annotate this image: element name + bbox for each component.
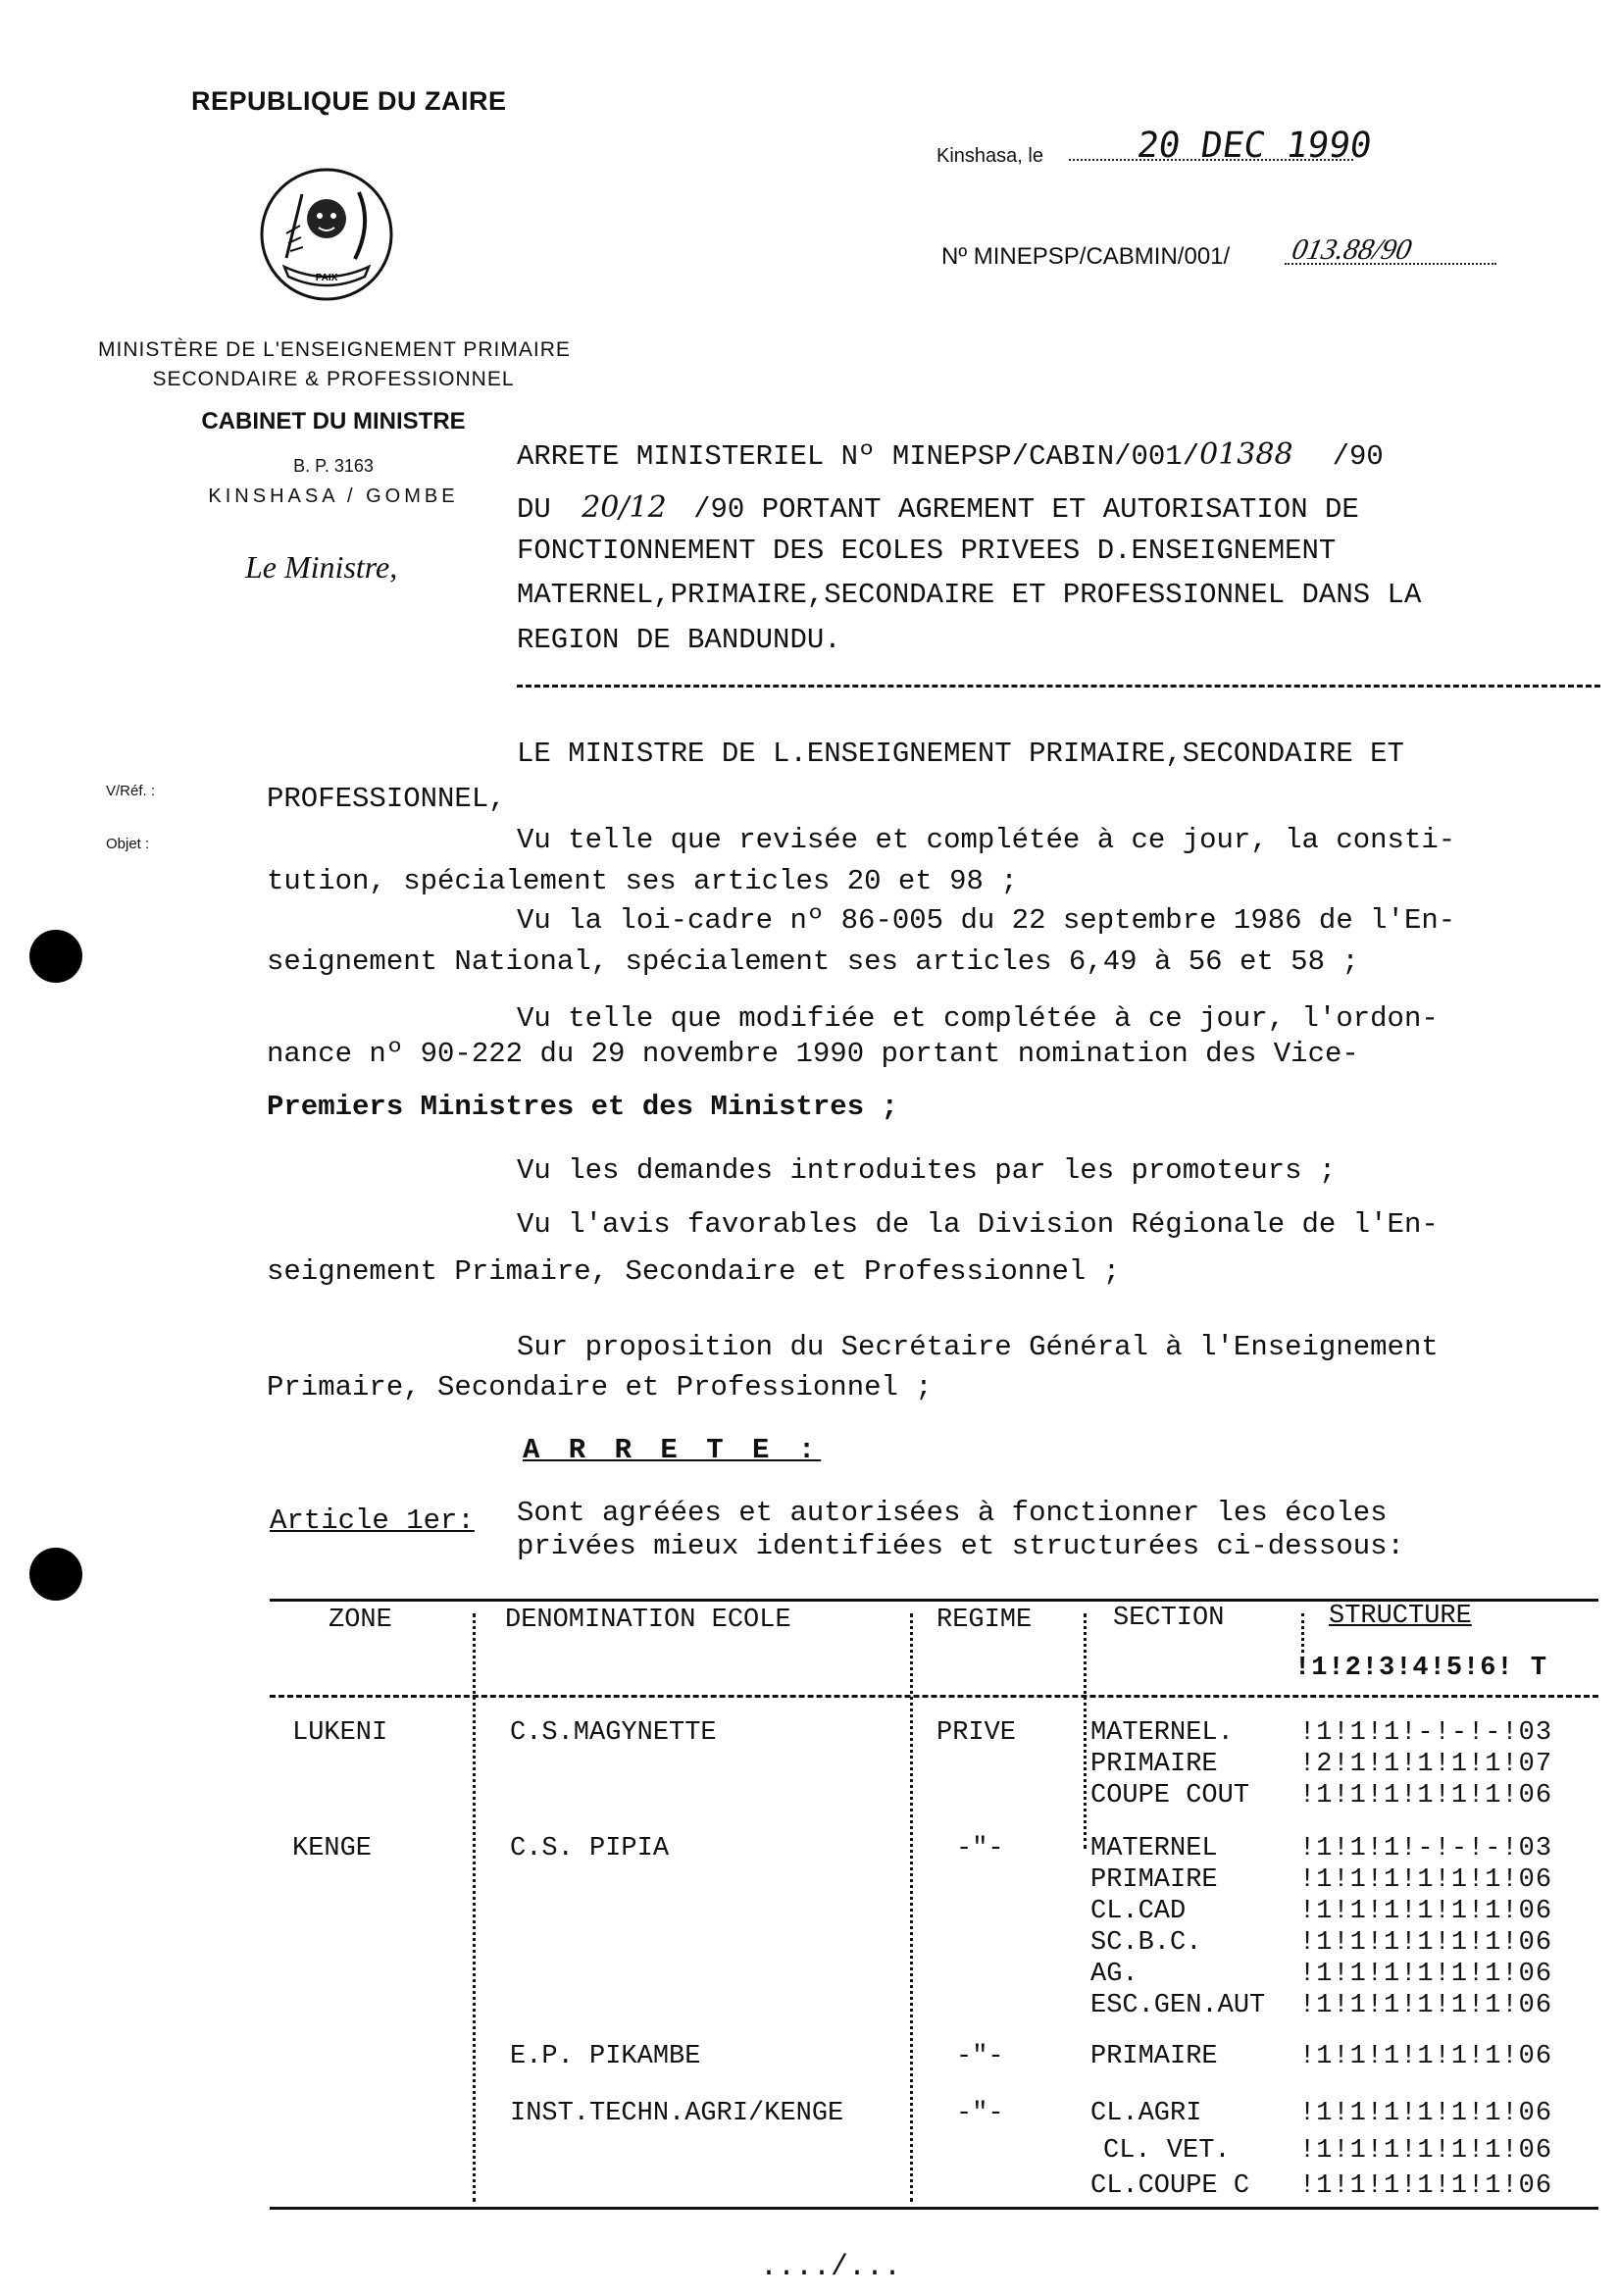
considerant-1b: tution, spécialement ses articles 20 et 98 ; [267, 865, 1018, 897]
title-number-handwritten: 01388 [1199, 437, 1293, 472]
considerant-3c: Premiers Ministres et des Ministres ; [267, 1091, 898, 1123]
signatory-label: Le Ministre, [245, 549, 398, 585]
title-line-1 [517, 437, 1384, 473]
row-1-regime: PRIVE [936, 1718, 1017, 1748]
row-13-section: CL.COUPE C [1090, 2171, 1250, 2201]
table-bottom-rule [270, 2207, 1598, 2210]
objet-label: Objet : [106, 836, 150, 852]
row-1-structure: !1!1!1!-!-!-!03 [1299, 1718, 1553, 1748]
title-line-2 [517, 490, 1359, 526]
row-6-section: CL.CAD [1090, 1897, 1187, 1926]
header-section: SECTION [1113, 1604, 1225, 1633]
row-5-structure: !1!1!1!1!1!1!06 [1299, 1865, 1553, 1895]
row-4-regime: -"- [956, 1834, 1004, 1863]
row-2-structure: !2!1!1!1!1!1!07 [1299, 1750, 1553, 1779]
title-line-5: REGION DE BANDUNDU. [517, 624, 841, 656]
coat-of-arms-emblem [257, 165, 396, 304]
considerant-6a: Sur proposition du Secrétaire Général à l'Enseignement [517, 1331, 1439, 1363]
title-line-3: FONCTIONNEMENT DES ECOLES PRIVEES D.ENSEIGNEMENT [517, 535, 1337, 567]
column-separator-4 [1301, 1613, 1304, 1653]
emblem-motto: PAIX [315, 273, 338, 283]
header-denomination: DENOMINATION ECOLE [505, 1606, 791, 1635]
considerant-3a: Vu telle que modifiée et complétée à ce jour, l'ordon- [517, 1002, 1439, 1035]
article-text-b: privées mieux identifiées et structurées ci-dessous: [517, 1530, 1404, 1562]
row-2-section: PRIMAIRE [1090, 1750, 1218, 1779]
article-label: Article 1er: [270, 1505, 475, 1537]
continued-marker: ..../... [760, 2251, 902, 2284]
ministry-line-2: SECONDAIRE & PROFESSIONNEL [152, 368, 515, 390]
date-stamp: 20 DEC 1990 [1135, 126, 1375, 166]
row-4-zone: KENGE [292, 1834, 373, 1863]
arrete-heading: A R R E T E : [523, 1434, 822, 1466]
ministry-line-1: MINISTÈRE DE L'ENSEIGNEMENT PRIMAIRE [98, 338, 571, 361]
row-8-section: AG. [1090, 1960, 1138, 1989]
header-structure-columns: !1!2!3!4!5!6! T [1294, 1654, 1548, 1683]
row-12-section: CL. VET. [1103, 2136, 1231, 2166]
city-label: KINSHASA / GOMBE [208, 485, 459, 507]
considerant-6b: Primaire, Secondaire et Professionnel ; [267, 1371, 933, 1403]
intro-line-2: PROFESSIONNEL, [267, 783, 506, 815]
column-separator-3 [1084, 1613, 1087, 1849]
considerant-2a: Vu la loi-cadre nº 86-005 du 22 septembre 1986 de l'En- [517, 904, 1456, 937]
intro-line-1: LE MINISTRE DE L.ENSEIGNEMENT PRIMAIRE,SECONDAIRE ET [517, 738, 1404, 770]
row-1-ecole: C.S.MAGYNETTE [510, 1718, 717, 1748]
row-8-structure: !1!1!1!1!1!1!06 [1299, 1960, 1553, 1989]
row-13-structure: !1!1!1!1!1!1!06 [1299, 2171, 1553, 2201]
reference-number-handwritten: 013.88/90 [1289, 233, 1415, 266]
column-separator-1 [473, 1613, 476, 2202]
considerant-5a: Vu l'avis favorables de la Division Régionale de l'En- [517, 1208, 1439, 1241]
title-line-2-prefix: DU [517, 493, 551, 526]
title-date-handwritten: 20/12 [582, 490, 667, 525]
row-6-structure: !1!1!1!1!1!1!06 [1299, 1897, 1553, 1926]
row-1-zone: LUKENI [292, 1718, 388, 1748]
row-11-ecole: INST.TECHN.AGRI/KENGE [510, 2099, 844, 2128]
row-3-section: COUPE COUT [1090, 1781, 1250, 1811]
row-4-structure: !1!1!1!-!-!-!03 [1299, 1834, 1553, 1863]
row-7-section: SC.B.C. [1090, 1928, 1202, 1958]
row-11-section: CL.AGRI [1090, 2099, 1202, 2128]
row-9-structure: !1!1!1!1!1!1!06 [1299, 1991, 1553, 2020]
reference-number-label: Nº MINEPSP/CABMIN/001/ [941, 243, 1231, 270]
punch-hole-lower [29, 1548, 82, 1601]
punch-hole-upper [29, 930, 82, 983]
title-line-1-suffix: /90 [1332, 440, 1384, 473]
considerant-2b: seignement National, spécialement ses articles 6,49 à 56 et 58 ; [267, 945, 1359, 978]
considerant-1a: Vu telle que revisée et complétée à ce jour, la consti- [517, 824, 1456, 856]
row-5-section: PRIMAIRE [1090, 1865, 1218, 1895]
title-line-4: MATERNEL,PRIMAIRE,SECONDAIRE ET PROFESSIONNEL DANS LA [517, 579, 1422, 611]
considerant-5b: seignement Primaire, Secondaire et Professionnel ; [267, 1255, 1121, 1288]
reference-dotted-line [1285, 263, 1496, 265]
cabinet-label: CABINET DU MINISTRE [201, 408, 466, 434]
postal-box: B. P. 3163 [293, 456, 374, 476]
header-regime: REGIME [936, 1606, 1033, 1635]
column-separator-2 [910, 1613, 913, 2202]
ministry-name [98, 335, 569, 394]
row-11-structure: !1!1!1!1!1!1!06 [1299, 2099, 1553, 2128]
row-4-section: MATERNEL [1090, 1834, 1218, 1863]
title-line-1-prefix: ARRETE MINISTERIEL Nº MINEPSP/CABIN/001/ [517, 440, 1200, 473]
row-10-ecole: E.P. PIKAMBE [510, 2042, 701, 2071]
row-12-structure: !1!1!1!1!1!1!06 [1299, 2136, 1553, 2166]
row-10-section: PRIMAIRE [1090, 2042, 1218, 2071]
republic-title: REPUBLIQUE DU ZAIRE [191, 86, 507, 116]
article-text-a: Sont agréées et autorisées à fonctionner les écoles [517, 1497, 1388, 1529]
vref-label: V/Réf. : [106, 783, 156, 799]
row-9-section: ESC.GEN.AUT [1090, 1991, 1266, 2020]
row-10-regime: -"- [956, 2042, 1004, 2071]
row-11-regime: -"- [956, 2099, 1004, 2128]
row-10-structure: !1!1!1!1!1!1!06 [1299, 2042, 1553, 2071]
row-3-structure: !1!1!1!1!1!1!06 [1299, 1781, 1553, 1811]
header-structure: STRUCTURE [1329, 1602, 1472, 1631]
date-label: Kinshasa, le [936, 145, 1043, 167]
considerant-3b: nance nº 90-222 du 29 novembre 1990 portant nomination des Vice- [267, 1038, 1359, 1070]
considerant-4: Vu les demandes introduites par les promoteurs ; [517, 1154, 1337, 1187]
title-separator-rule [517, 685, 1600, 688]
row-4-ecole: C.S. PIPIA [510, 1834, 670, 1863]
row-7-structure: !1!1!1!1!1!1!06 [1299, 1928, 1553, 1958]
title-line-2-suffix: /90 PORTANT AGREMENT ET AUTORISATION DE [693, 493, 1359, 526]
table-header-rule [270, 1695, 1598, 1698]
header-zone: ZONE [329, 1606, 392, 1635]
row-1-section: MATERNEL. [1090, 1718, 1234, 1748]
